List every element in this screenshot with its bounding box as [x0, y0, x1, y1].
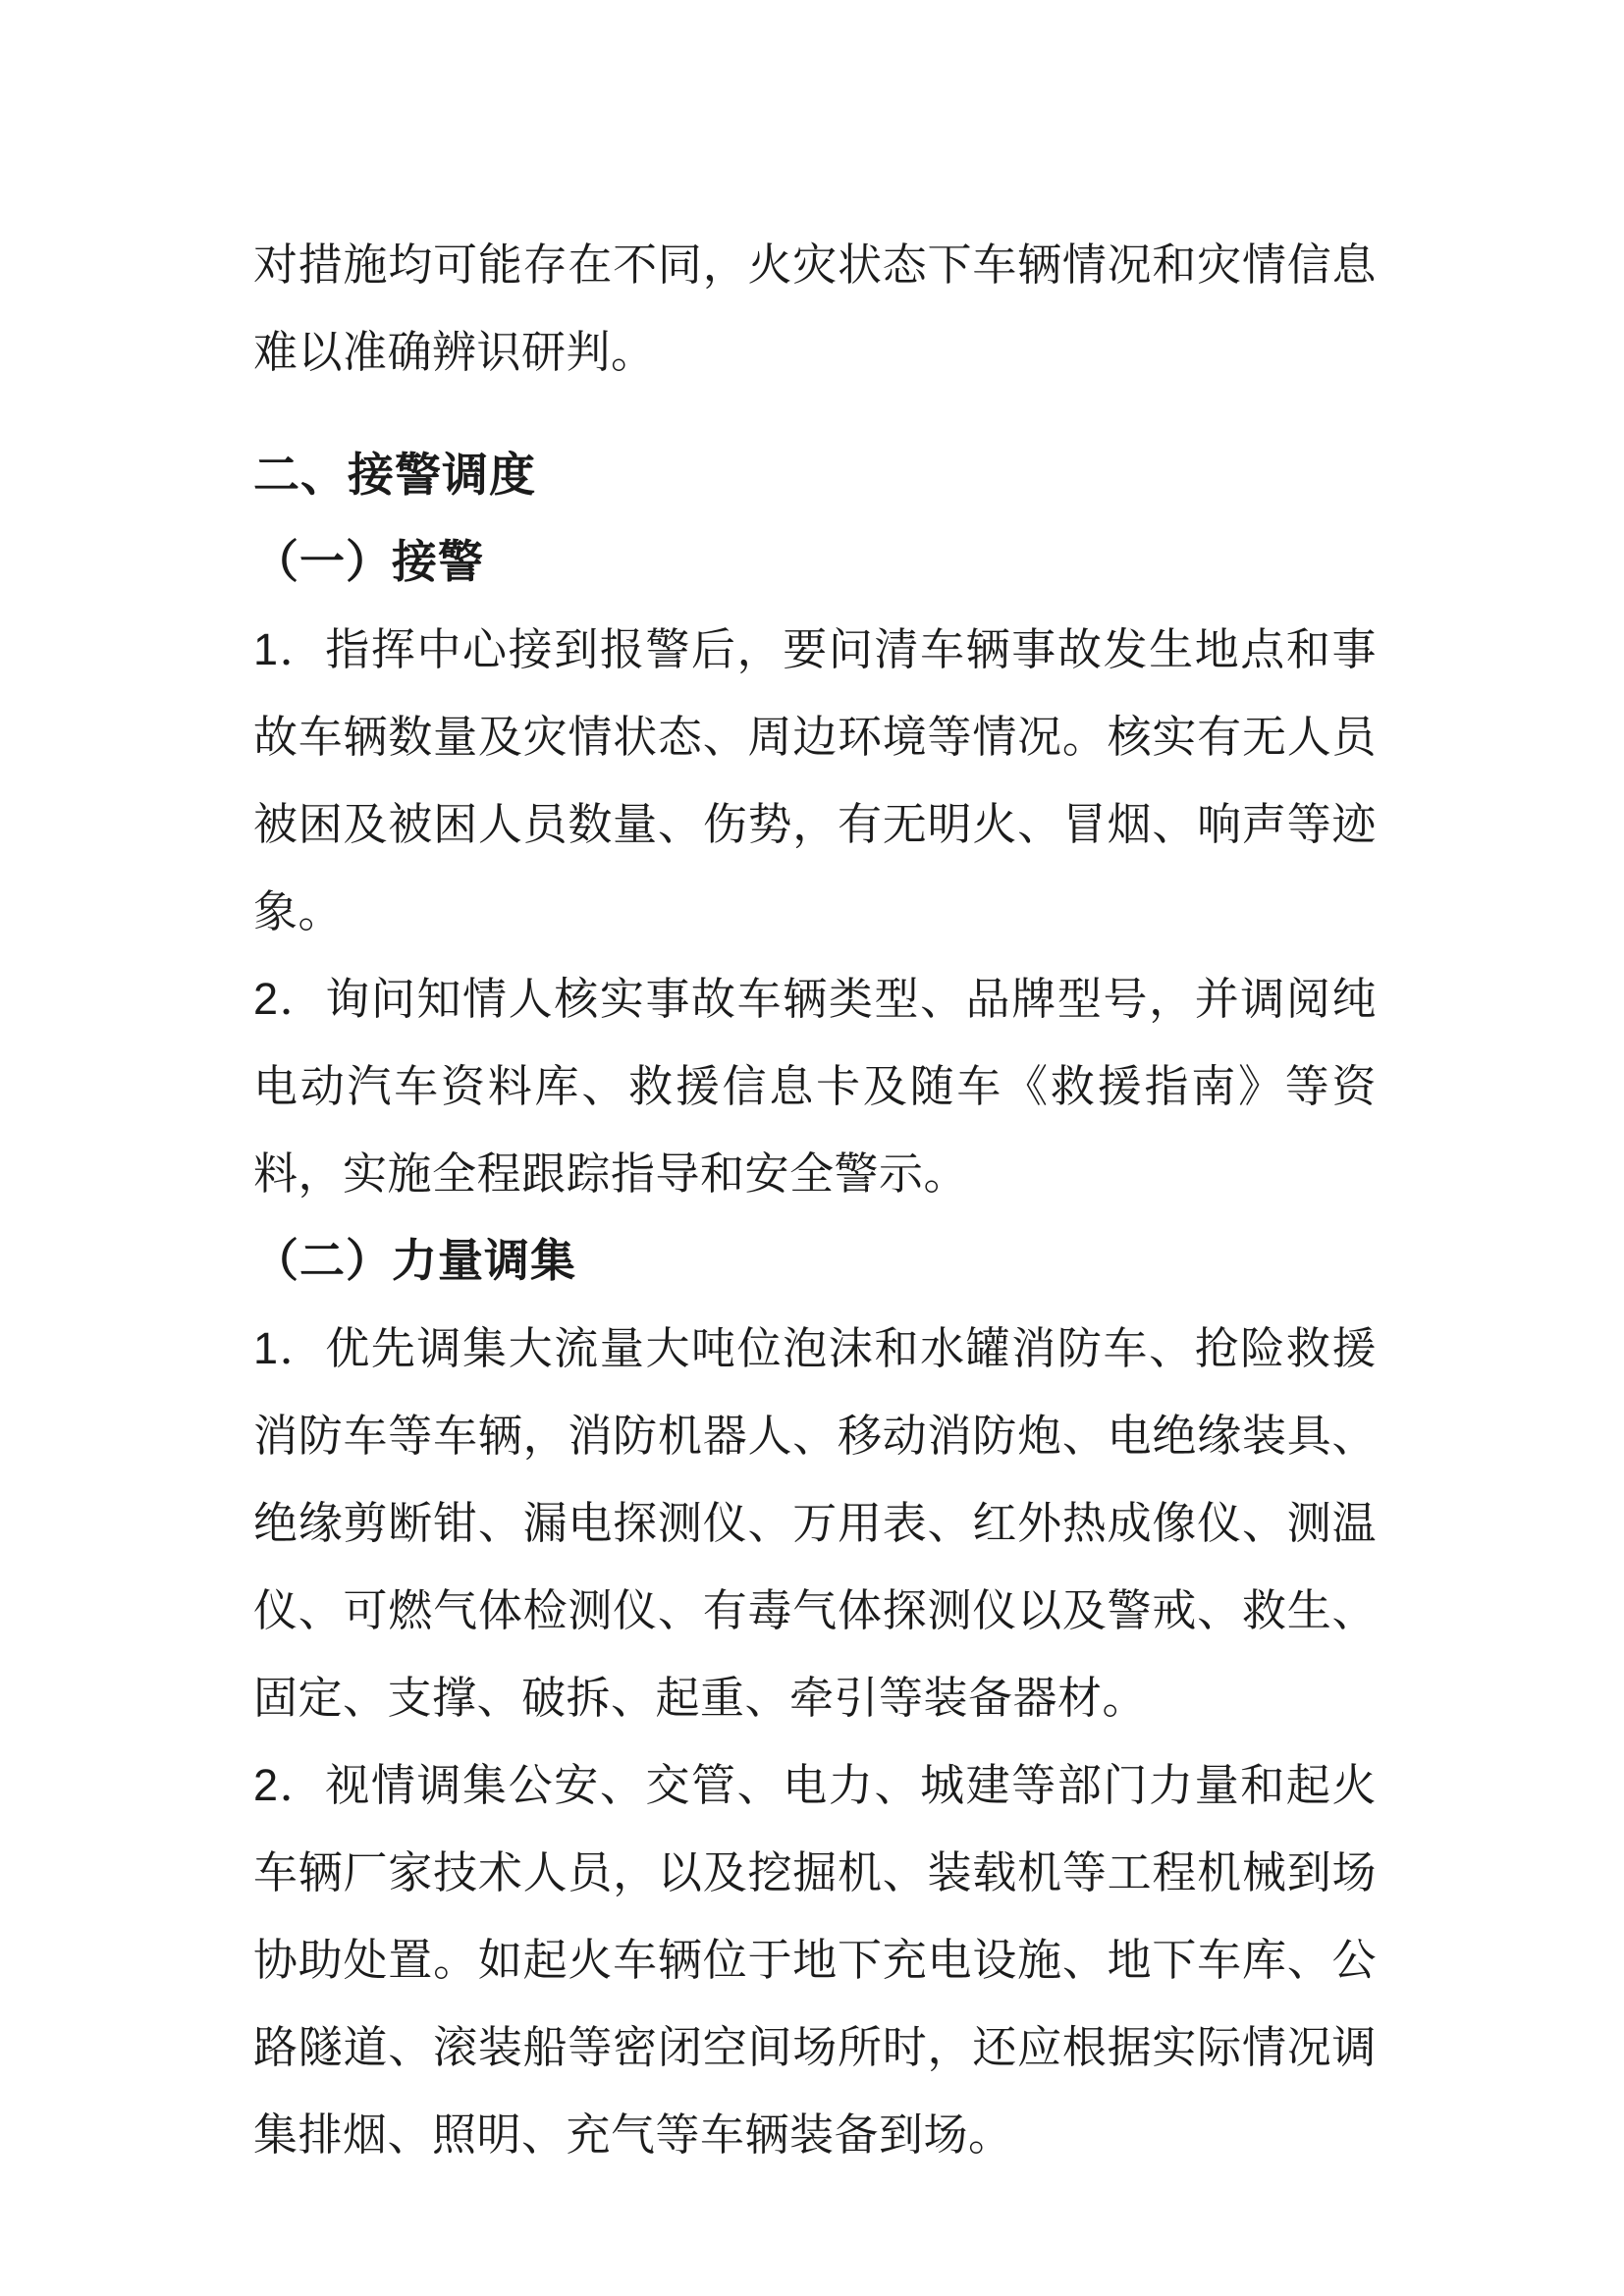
paragraph-alarm-item-1: 1．指挥中心接到报警后，要问清车辆事故发生地点和事故车辆数量及灾情状态、周边环境等情况。核实有无人员被困及被困人员数量、伤势，有无明火、冒烟、响声等迹象。 [253, 624, 1377, 936]
subsection-heading-alarm-receiving: （一）接警 [253, 536, 484, 587]
subsection-heading-force-mobilization: （二）力量调集 [253, 1235, 576, 1286]
section-heading-dispatch: 二、接警调度 [253, 449, 536, 501]
paragraph-mobilization-item-1: 1．优先调集大流量大吨位泡沫和水罐消防车、抢险救援消防车等车辆，消防机器人、移动消防炮、电绝缘装具、绝缘剪断钳、漏电探测仪、万用表、红外热成像仪、测温仪、可燃气体检测仪、有毒气体探测仪以及警戒、救生、固定、支撑、破拆、起重、牵引等装备器材。 [253, 1323, 1377, 1723]
paragraph-continuation: 对措施均可能存在不同，火灾状态下车辆情况和灾情信息难以准确辨识研判。 [253, 240, 1377, 377]
paragraph-mobilization-item-2: 2．视情调集公安、交管、电力、城建等部门力量和起火车辆厂家技术人员，以及挖掘机、装载机等工程机械到场协助处置。如起火车辆位于地下充电设施、地下车库、公路隧道、滚装船等密闭空间场所时，还应根据实际情况调集排烟、照明、充气等车辆装备到场。 [253, 1760, 1377, 2160]
paragraph-alarm-item-2: 2．询问知情人核实事故车辆类型、品牌型号，并调阅纯电动汽车资料库、救援信息卡及随车《救援指南》等资料，实施全程跟踪指导和安全警示。 [253, 974, 1377, 1199]
